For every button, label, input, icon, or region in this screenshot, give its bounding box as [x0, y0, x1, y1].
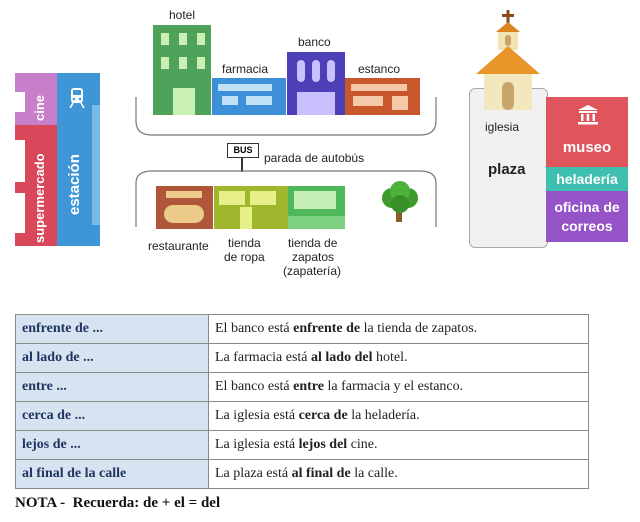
- oficina-label-2: correos: [561, 218, 613, 234]
- museum-icon: [577, 104, 599, 126]
- example-text: cine.: [347, 437, 378, 452]
- example-cell: [209, 431, 589, 460]
- farmacia-label: farmacia: [222, 62, 269, 76]
- banco-label: banco: [298, 35, 331, 49]
- tienda-zapatos-label-2: zapatos: [292, 250, 335, 264]
- example-highlight: al final de: [291, 466, 351, 481]
- example-cell: [209, 344, 589, 373]
- tree-icon: [378, 180, 422, 224]
- restaurante-window: [164, 205, 204, 223]
- train-icon: [67, 86, 87, 110]
- example-cell: [209, 402, 589, 431]
- tienda-zapatos-label-3: (zapatería): [283, 264, 342, 278]
- example-text: la farmacia y el estanco.: [323, 379, 464, 394]
- bus-stop-label: parada de autobús: [264, 151, 365, 165]
- museo-label: museo: [562, 138, 612, 156]
- restaurante-label: restaurante: [148, 239, 209, 253]
- example-cell: [209, 373, 589, 402]
- example-text: La iglesia está: [215, 437, 299, 452]
- example-text: hotel.: [372, 350, 408, 365]
- preposition-cell: al lado de ...: [16, 344, 209, 373]
- tienda-ropa-label-1: tienda: [228, 236, 261, 250]
- preposition-cell: cerca de ...: [16, 402, 209, 431]
- iglesia-label: iglesia: [485, 120, 520, 134]
- tienda-zapatos-window: [294, 191, 336, 209]
- tienda-ropa-label-2: de ropa: [224, 250, 265, 264]
- banco-door: [297, 92, 335, 115]
- tienda-ropa-window: [250, 191, 276, 205]
- supermercado-label: supermercado: [32, 153, 47, 243]
- table-row: [16, 315, 589, 344]
- farmacia-sign: [218, 84, 272, 91]
- estanco-label: estanco: [358, 62, 401, 76]
- table-row: [16, 373, 589, 402]
- estanco-window: [353, 96, 383, 106]
- nota-text: NOTA - Recuerda: de + el = del: [15, 495, 221, 511]
- heladeria-building: heladería: [546, 167, 628, 191]
- example-text: La farmacia está: [215, 350, 311, 365]
- oficina-label-1: oficina de: [554, 199, 620, 215]
- example-highlight: al lado del: [311, 350, 373, 365]
- preposition-cell: lejos de ...: [16, 431, 209, 460]
- cine-label: cine: [32, 94, 47, 121]
- example-cell: [209, 460, 589, 489]
- example-cell: [209, 315, 589, 344]
- estacion-label: estación: [66, 154, 83, 215]
- plaza-label: plaza: [488, 161, 526, 178]
- example-text: La plaza está: [215, 466, 292, 481]
- example-highlight: lejos del: [298, 437, 348, 452]
- table-row: [16, 460, 589, 489]
- preposition-cell: al final de la calle: [16, 460, 209, 489]
- example-highlight: cerca de: [298, 408, 348, 423]
- example-highlight: enfrente de: [293, 321, 361, 336]
- supermercado-window: [15, 193, 25, 233]
- table-row: [16, 402, 589, 431]
- preposition-cell: entre ...: [16, 373, 209, 402]
- preposition-cell: enfrente de ...: [16, 315, 209, 344]
- tienda-ropa-door: [240, 207, 252, 229]
- farmacia-window: [222, 96, 238, 105]
- estacion-side: [92, 105, 100, 225]
- iglesia-building: [474, 8, 542, 112]
- table-row: [16, 344, 589, 373]
- hotel-label: hotel: [169, 8, 196, 22]
- example-text: El banco está: [215, 379, 294, 394]
- example-text: la calle.: [350, 466, 398, 481]
- example-text: la tienda de zapatos.: [360, 321, 478, 336]
- estanco-window: [392, 96, 408, 110]
- tienda-zapatos-base: [288, 216, 345, 229]
- example-text: La iglesia está: [215, 408, 299, 423]
- tienda-zapatos-label-1: tienda de: [288, 236, 338, 250]
- banco-window: [312, 60, 320, 82]
- tienda-ropa-window: [219, 191, 245, 205]
- cine-window: [15, 92, 25, 112]
- restaurante-sign: [166, 191, 202, 198]
- table-row: [16, 431, 589, 460]
- prepositions-table: [15, 314, 589, 489]
- example-text: la heladería.: [347, 408, 420, 423]
- banco-window: [297, 60, 305, 82]
- supermercado-window: [15, 140, 25, 182]
- bus-sign: BUS: [227, 143, 259, 158]
- banco-window: [327, 60, 335, 82]
- example-text: El banco está: [215, 321, 294, 336]
- estanco-sign: [351, 84, 407, 91]
- farmacia-window: [246, 96, 272, 105]
- example-highlight: entre: [293, 379, 324, 394]
- hotel-door: [173, 88, 195, 115]
